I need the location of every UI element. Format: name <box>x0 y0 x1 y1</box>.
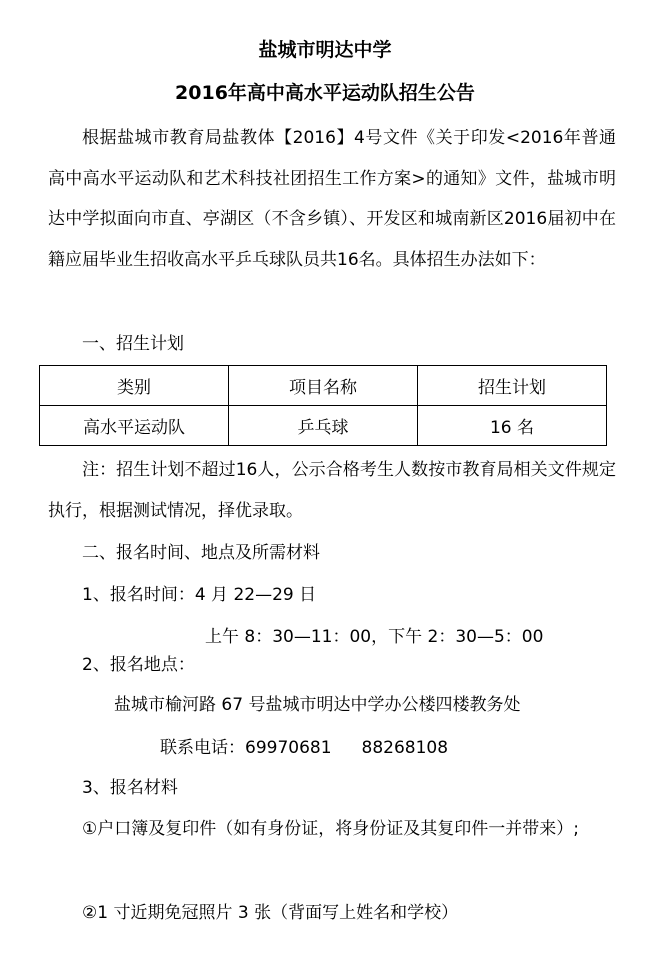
registration-place-label: 2、报名地点： <box>82 655 195 675</box>
materials-heading: 3、报名材料 <box>82 778 178 798</box>
registration-address: 盐城市榆河路 67 号盐城市明达中学办公楼四楼教务处 <box>114 695 521 715</box>
school-name: 盐城市明达中学 <box>258 39 392 61</box>
registration-hours: 上午 8：30—11：00，下午 2：30—5：00 <box>205 627 544 647</box>
document-title: 2016年高中高水平运动队招生公告 <box>175 82 475 104</box>
table-header-cell: 项目名称 <box>229 366 418 406</box>
phone-number: 88268108 <box>361 738 449 758</box>
section-heading-plan: 一、招生计划 <box>82 334 184 354</box>
enrollment-plan-table <box>39 365 607 446</box>
plan-note: 注：招生计划不超过16人，公示合格考生人数按市教育局相关文件规定执行，根据测试情况，择优录取。 <box>48 460 616 521</box>
table-cell: 乒乓球 <box>229 406 418 446</box>
registration-time: 1、报名时间：4 月 22—29 日 <box>82 585 317 605</box>
section-heading-registration: 二、报名时间、地点及所需材料 <box>82 543 320 563</box>
table-cell: 16 名 <box>418 406 607 446</box>
table-header-cell: 类别 <box>40 366 229 406</box>
table-header-row <box>40 366 607 406</box>
table-cell: 高水平运动队 <box>40 406 229 446</box>
intro-paragraph: 根据盐城市教育局盐教体【2016】4号文件《关于印发<2016年普通高中高水平运动队和艺术科技社团招生工作方案>的通知》文件，盐城市明达中学拟面向市直、亭湖区（不含乡镇）、开发区和城南新区2016届初中在籍应届毕业生招收高水平乒乓球队员共16名。具体招生办法如下： <box>48 128 616 270</box>
table-header-cell: 招生计划 <box>418 366 607 406</box>
material-item: ②1 寸近期免冠照片 3 张（背面写上姓名和学校） <box>82 903 459 923</box>
material-item: ①户口簿及复印件（如有身份证，将身份证及其复印件一并带来）; <box>82 819 579 839</box>
table-row <box>40 406 607 446</box>
contact-phone <box>160 736 448 760</box>
phone-number: 69970681 <box>245 738 332 758</box>
phone-label: 联系电话： <box>160 738 245 758</box>
